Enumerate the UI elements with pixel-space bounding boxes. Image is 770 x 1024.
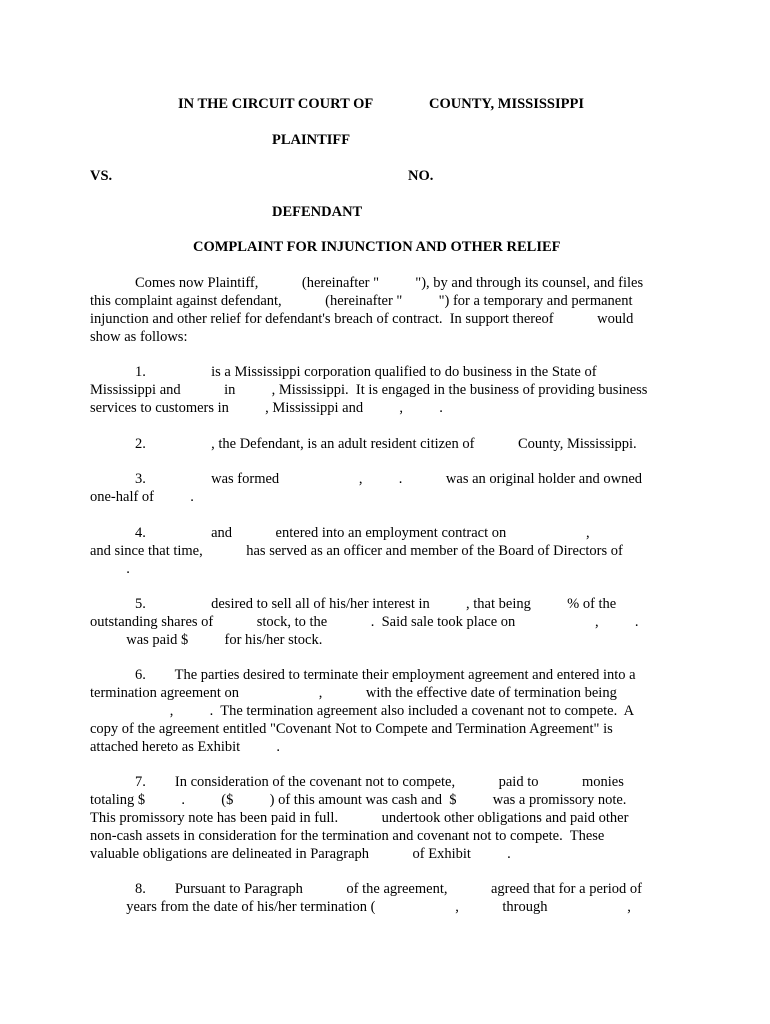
- intro-line: Comes now Plaintiff, (hereinafter " "), by and through its counsel, and files: [135, 275, 644, 291]
- paragraph-6-line: termination agreement on , with the effective date of termination being: [90, 685, 617, 701]
- vs-label: VS.: [90, 168, 113, 184]
- paragraph-6-line: copy of the agreement entitled "Covenant Not to Compete and Termination Agreement" is: [90, 721, 613, 737]
- paragraph-4-line: 4. and entered into an employment contract on ,: [135, 525, 590, 541]
- paragraph-7-line: valuable obligations are delineated in Paragraph of Exhibit .: [90, 846, 511, 862]
- paragraph-5-line: 5. desired to sell all of his/her interest in , that being % of the: [135, 596, 617, 612]
- court-caption-right: COUNTY, MISSISSIPPI: [429, 96, 584, 112]
- paragraph-8-line: years from the date of his/her termination ( , through ,: [90, 899, 631, 915]
- paragraph-1-line: Mississippi and in , Mississippi. It is engaged in the business of providing business: [90, 382, 648, 398]
- paragraph-7-line: 7. In consideration of the covenant not to compete, paid to monies: [135, 774, 624, 790]
- paragraph-5-line: was paid $ for his/her stock.: [90, 632, 323, 648]
- case-number-label: NO.: [408, 168, 434, 184]
- paragraph-7-line: totaling $ . ($ ) of this amount was cash and $ was a promissory note.: [90, 792, 627, 808]
- paragraph-3-line: 3. was formed , . was an original holder and owned: [135, 471, 643, 487]
- paragraph-6-line: , . The termination agreement also included a covenant not to compete. A: [90, 703, 635, 719]
- document-title: COMPLAINT FOR INJUNCTION AND OTHER RELIEF: [193, 239, 561, 255]
- paragraph-8-line: 8. Pursuant to Paragraph of the agreement, agreed that for a period of: [135, 881, 642, 897]
- paragraph-7-line: non-cash assets in consideration for the termination and covenant not to compete. These: [90, 828, 605, 844]
- paragraph-7-line: This promissory note has been paid in full. undertook other obligations and paid other: [90, 810, 629, 826]
- paragraph-1-line: services to customers in , Mississippi and , .: [90, 400, 443, 416]
- intro-line: show as follows:: [90, 329, 188, 345]
- paragraph-2-line: 2. , the Defendant, is an adult resident citizen of County, Mississippi.: [135, 436, 637, 452]
- paragraph-4-line: and since that time, has served as an officer and member of the Board of Directors of: [90, 543, 623, 559]
- paragraph-1-line: 1. is a Mississippi corporation qualified to do business in the State of: [135, 364, 597, 380]
- paragraph-4-line: .: [90, 561, 130, 577]
- plaintiff-label: PLAINTIFF: [272, 132, 351, 148]
- paragraph-5-line: outstanding shares of stock, to the . Said sale took place on , .: [90, 614, 639, 630]
- paragraph-6-line: attached hereto as Exhibit .: [90, 739, 281, 755]
- paragraph-6-line: 6. The parties desired to terminate their employment agreement and entered into a: [135, 667, 636, 683]
- court-caption-left: IN THE CIRCUIT COURT OF: [178, 96, 374, 112]
- intro-line: this complaint against defendant, (hereinafter " ") for a temporary and permanent: [90, 293, 633, 309]
- defendant-label: DEFENDANT: [272, 204, 363, 220]
- intro-line: injunction and other relief for defendant's breach of contract. In support thereof would: [90, 311, 634, 327]
- paragraph-3-line: one-half of .: [90, 489, 194, 505]
